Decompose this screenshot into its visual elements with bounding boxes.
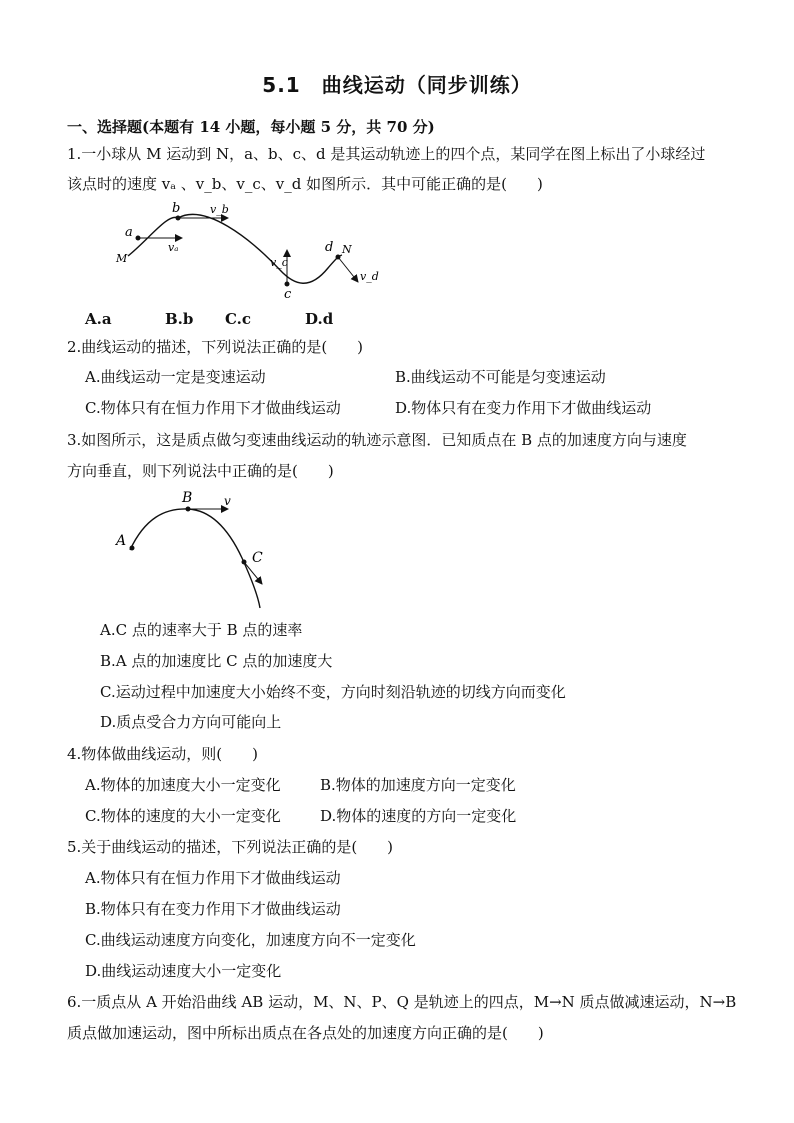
q4-option-d: D.物体的速度的方向一定变化	[320, 807, 517, 825]
q2-option-b: B.曲线运动不可能是匀变速运动	[395, 368, 606, 386]
q4-option-c: C.物体的速度的大小一定变化	[85, 807, 281, 825]
q1-label-b: b	[172, 201, 181, 216]
q4-option-b: B.物体的加速度方向一定变化	[320, 776, 516, 794]
q3-trajectory-figure	[110, 488, 280, 613]
q1-curve	[128, 214, 342, 283]
page-title: 5.1 曲线运动（同步训练）	[262, 73, 532, 97]
q1-option-a: A.a	[85, 310, 112, 328]
q3-stem-line2: 方向垂直，则下列说法中正确的是( )	[67, 462, 334, 480]
q1-label-vc: v_c	[270, 256, 288, 269]
q2-option-a: A.曲线运动一定是变速运动	[85, 368, 266, 386]
q5-option-b: B.物体只有在变力作用下才做曲线运动	[85, 900, 341, 918]
q1-stem-line2: 该点时的速度 vₐ 、v_b、v_c、v_d 如图所示．其中可能正确的是( )	[67, 175, 543, 193]
q3-curve	[130, 509, 260, 608]
q1-option-d: D.d	[305, 310, 334, 328]
q3-stem-line1: 3.如图所示，这是质点做匀变速曲线运动的轨迹示意图．已知质点在 B 点的加速度方向与速度	[67, 431, 687, 449]
q1-option-c: C.c	[225, 310, 252, 328]
q2-option-c: C.物体只有在恒力作用下才做曲线运动	[85, 399, 341, 417]
q5-option-a: A.物体只有在恒力作用下才做曲线运动	[85, 869, 341, 887]
q2-stem: 2.曲线运动的描述，下列说法正确的是( )	[67, 338, 364, 356]
q1-label-vb: v_b	[210, 203, 229, 216]
q6-stem-line2: 质点做加速运动，图中所标出质点在各点处的加速度方向正确的是( )	[67, 1024, 544, 1042]
q1-label-M: M	[116, 252, 128, 265]
q5-option-c: C.曲线运动速度方向变化，加速度方向不一定变化	[85, 931, 416, 949]
q1-label-c: c	[284, 287, 292, 302]
q3-option-a: A.C 点的速率大于 B 点的速率	[100, 621, 303, 639]
q1-trajectory-figure	[110, 198, 380, 303]
q4-stem: 4.物体做曲线运动，则( )	[67, 745, 259, 763]
q6-stem-line1: 6.一质点从 A 开始沿曲线 AB 运动，M、N、P、Q 是轨迹上的四点，M→N 质点做减速运动，N→B	[67, 993, 737, 1011]
q5-option-d: D.曲线运动速度大小一定变化	[85, 962, 282, 980]
q3-option-d: D.质点受合力方向可能向上	[100, 713, 282, 731]
q1-label-d: d	[325, 240, 334, 255]
q1-stem-line1: 1.一小球从 M 运动到 N，a、b、c、d 是其运动轨迹上的四个点，某同学在图上标出了小球经过	[67, 145, 706, 163]
q2-option-d: D.物体只有在变力作用下才做曲线运动	[395, 399, 652, 417]
q5-stem: 5.关于曲线运动的描述，下列说法正确的是( )	[67, 838, 394, 856]
q3-label-B: B	[182, 490, 193, 506]
q1-arrow-vd	[338, 257, 358, 282]
q1-label-N: N	[342, 243, 352, 256]
q3-point-A	[130, 546, 135, 551]
q4-option-a: A.物体的加速度大小一定变化	[85, 776, 281, 794]
q3-option-c: C.运动过程中加速度大小始终不变，方向时刻沿轨迹的切线方向而变化	[100, 683, 566, 701]
q1-option-b: B.b	[165, 310, 194, 328]
q1-label-a: a	[125, 225, 133, 240]
q1-label-va: vₐ	[168, 241, 179, 254]
section-heading: 一、选择题(本题有 14 小题，每小题 5 分，共 70 分)	[67, 118, 435, 136]
q1-label-vd: v_d	[360, 270, 379, 283]
q3-label-v: v	[224, 494, 231, 508]
q3-label-A: A	[116, 533, 127, 549]
q3-label-C: C	[252, 550, 263, 566]
q3-option-b: B.A 点的加速度比 C 点的加速度大	[100, 652, 333, 670]
